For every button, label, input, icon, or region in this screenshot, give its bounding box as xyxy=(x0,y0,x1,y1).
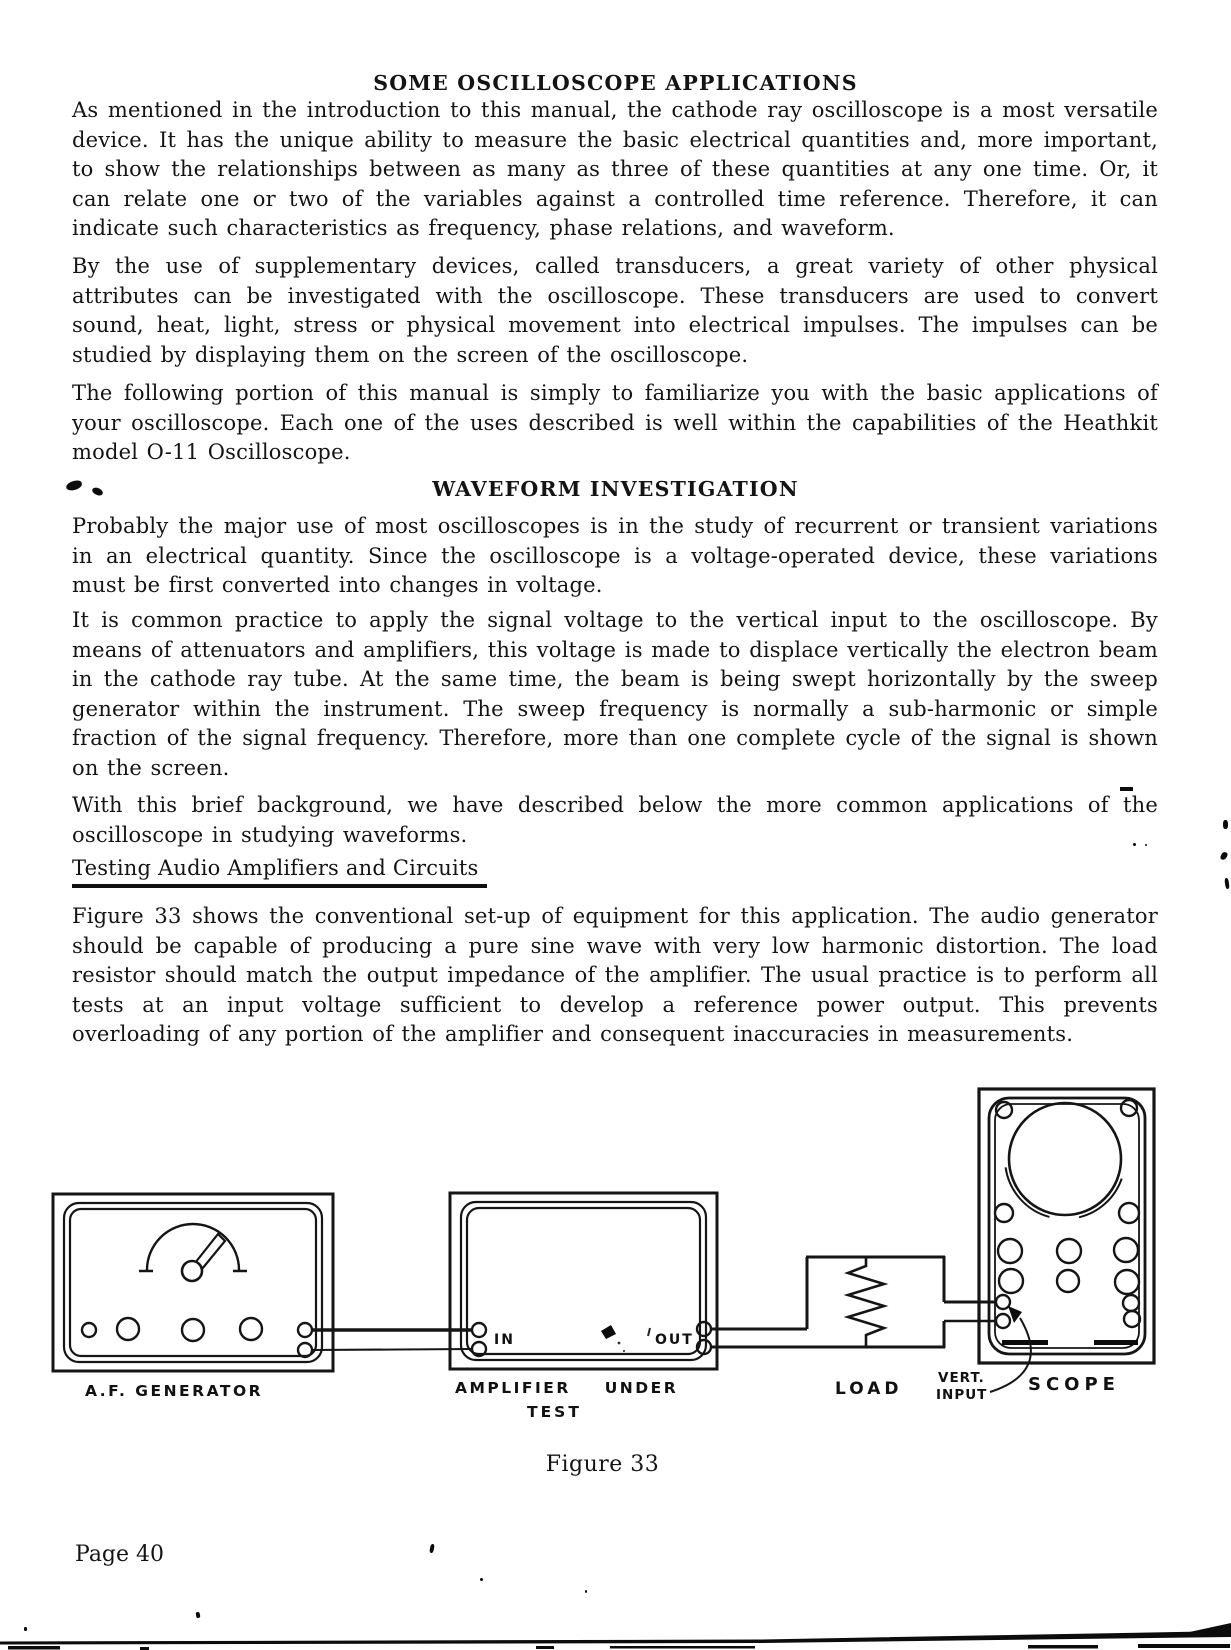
terminal xyxy=(996,1295,1010,1309)
terminal xyxy=(1123,1295,1139,1311)
section-heading-waveform: WAVEFORM INVESTIGATION xyxy=(432,477,799,501)
paragraph-familiarize: The following portion of this manual is simply to familiarize you with the basic applications of your oscilloscope. Each one of the uses described is well within the capabilities of the Heathkit model O-11 Oscilloscope. xyxy=(72,381,1158,464)
out-terminal-label: OUT xyxy=(655,1332,694,1348)
section-heading-testing: Testing Audio Amplifiers and Circuits xyxy=(72,856,487,888)
ink-smudge xyxy=(601,1325,616,1339)
ink-speck xyxy=(1133,843,1136,846)
knob xyxy=(998,1239,1022,1263)
wire xyxy=(312,1349,472,1350)
knob xyxy=(999,1269,1023,1293)
ink-speck xyxy=(1224,878,1229,889)
terminal xyxy=(472,1323,486,1337)
terminal xyxy=(996,1314,1010,1328)
knob xyxy=(995,1204,1013,1222)
paragraph-background: With this brief background, we have described below the more common applications of the oscilloscope in studying waveforms. xyxy=(72,793,1158,847)
amplifier-label: AMPLIFIER UNDER xyxy=(455,1379,679,1397)
knob xyxy=(1114,1238,1138,1262)
scope-label: SCOPE xyxy=(1028,1374,1120,1395)
knob xyxy=(1057,1270,1079,1292)
ink-speck xyxy=(1220,851,1228,861)
ink-speck xyxy=(648,1328,650,1336)
terminal xyxy=(298,1323,312,1337)
vert-input-label-1: VERT. xyxy=(938,1370,985,1386)
paragraph-figure33: Figure 33 shows the conventional set-up of equipment for this application. The audio generator should be capable of producing a pure sine wave with very low harmonic distortion. The load resistor should match the output impedance of the amplifier. The usual practice is to perform all tests at an input voltage sufficient to develop a reference power output. This prevents overloading of any portion of the amplifier and consequent inaccuracies in measurements. xyxy=(72,904,1158,1046)
ink-speck xyxy=(585,1590,587,1593)
load-circuit xyxy=(711,1256,996,1348)
af-generator-box xyxy=(53,1194,333,1371)
vert-input-label-2: INPUT xyxy=(936,1387,988,1403)
ink-speck xyxy=(429,1544,435,1554)
ink-speck xyxy=(1120,787,1133,791)
figure-33-diagram xyxy=(0,1020,1231,1450)
figure-caption: Figure 33 xyxy=(545,1452,660,1477)
ink-speck xyxy=(1145,844,1147,846)
scope-box xyxy=(979,1089,1154,1363)
terminal xyxy=(1124,1311,1140,1327)
paragraph-probably: Probably the major use of most oscilloscopes is in the study of recurrent or transient variations in an electrical quantity. Since the oscilloscope is a voltage-operated device, these variations must be first converted into changes in voltage. xyxy=(72,514,1158,597)
knob xyxy=(82,1323,96,1337)
knob xyxy=(182,1319,204,1341)
ink-speck xyxy=(480,1578,483,1581)
page-number: Page 40 xyxy=(75,1542,165,1567)
ink-speck xyxy=(196,1612,201,1619)
paragraph-transducers: By the use of supplementary devices, called transducers, a great variety of other physical attributes can be investigated with the oscilloscope. These transducers are used to convert sound, heat, light, stress or physical movement into electrical impulses. The impulses can be studied by displaying them on the screen of the oscilloscope. xyxy=(72,254,1158,367)
scan-edge-artifact xyxy=(0,1620,1231,1650)
amplifier-box xyxy=(450,1193,717,1369)
amplifier-label-2: TEST xyxy=(527,1403,582,1421)
panel-marking xyxy=(1002,1340,1048,1345)
panel-marking xyxy=(1094,1340,1138,1345)
resistor-zigzag xyxy=(848,1257,884,1347)
knob xyxy=(240,1318,262,1340)
paragraph-practice: It is common practice to apply the signal voltage to the vertical input to the oscilloscope. By means of attenuators and amplifiers, this voltage is made to displace vertically the electron beam in the cathode ray tube. At the same time, the beam is being swept horizontally by the sweep generator within the instrument. The sweep frequency is normally a sub-harmonic or simple fraction of the signal frequency. Therefore, more than one complete cycle of the signal is shown on the screen. xyxy=(72,608,1158,780)
knob xyxy=(117,1318,139,1340)
crt-screen xyxy=(1005,1099,1125,1219)
page-title: SOME OSCILLOSCOPE APPLICATIONS xyxy=(373,71,858,95)
in-terminal-label: IN xyxy=(494,1332,515,1348)
af-generator-label: A.F. GENERATOR xyxy=(85,1382,264,1400)
load-label: LOAD xyxy=(835,1379,903,1399)
knob xyxy=(1119,1203,1139,1223)
ink-speck xyxy=(1223,820,1228,829)
meter-icon xyxy=(139,1224,247,1281)
ink-speck xyxy=(623,1350,625,1352)
paragraph-intro: As mentioned in the introduction to this manual, the cathode ray oscilloscope is a most versatile device. It has the unique ability to measure the basic electrical quantities and, more important, to show the relationships between as many as three of these quantities at any one time. Or, it can relate one or two of the variables against a controlled time reference. Therefore, it can indicate such characteristics as frequency, phase relations, and waveform. xyxy=(72,98,1158,240)
ink-speck xyxy=(618,1342,621,1345)
knob xyxy=(1115,1270,1139,1294)
knob xyxy=(1057,1239,1081,1263)
